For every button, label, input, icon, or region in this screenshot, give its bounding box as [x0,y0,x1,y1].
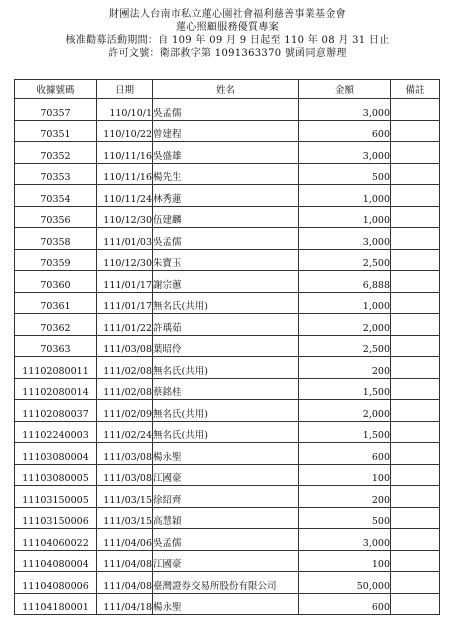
donor-name-cell: 臺灣證券交易所股份有限公司 [153,572,299,594]
table-row [15,249,440,271]
donor-name-cell: 吳孟儒 [153,99,299,121]
permit-number: 許可文號：衛部救字第 1091363370 號函同意辦理 [108,48,347,59]
note-cell [391,271,440,293]
amount-cell: 3,000 [299,228,391,250]
date-cell: 111/04/08 [97,550,153,572]
table-row [15,185,440,207]
donor-name-cell: 徐紹齊 [153,486,299,508]
receipt-cell: 11104080006 [15,572,97,594]
note-cell [391,421,440,443]
column-header-amount: 金額 [299,80,391,99]
note-cell [391,185,440,207]
amount-cell: 1,000 [299,185,391,207]
receipt-cell: 70352 [15,142,97,164]
table-body [15,99,440,615]
donor-name-cell: 無名氏(共用) [153,421,299,443]
date-cell: 111/04/06 [97,529,153,551]
note-cell [391,529,440,551]
table-row [15,378,440,400]
receipt-cell: 11103080004 [15,443,97,465]
note-cell [391,99,440,121]
note-cell [391,335,440,357]
donor-name-cell: 無名氏(共用) [153,400,299,422]
document-header [0,8,455,60]
table-row [15,572,440,594]
note-cell [391,292,440,314]
note-cell [391,400,440,422]
date-cell: 111/03/15 [97,507,153,529]
donor-name-cell: 林秀蓮 [153,185,299,207]
donor-name-cell: 謝宗蕙 [153,271,299,293]
project-name: 蓮心照顧服務優質專案 [176,22,279,33]
table-row [15,142,440,164]
amount-cell: 2,000 [299,314,391,336]
table-row [15,443,440,465]
amount-cell: 3,000 [299,99,391,121]
amount-cell: 50,000 [299,572,391,594]
date-cell: 111/01/17 [97,292,153,314]
amount-cell: 100 [299,464,391,486]
note-cell [391,142,440,164]
date-cell: 111/02/09 [97,400,153,422]
note-cell [391,249,440,271]
receipt-cell: 70358 [15,228,97,250]
receipt-cell: 70361 [15,292,97,314]
date-cell: 110/11/24 [97,185,153,207]
amount-cell: 3,000 [299,529,391,551]
amount-cell: 2,500 [299,335,391,357]
amount-cell: 500 [299,163,391,185]
receipt-cell: 70363 [15,335,97,357]
donor-name-cell: 曾建程 [153,120,299,142]
receipt-cell: 70357 [15,99,97,121]
receipt-cell: 11102080014 [15,378,97,400]
table-row [15,163,440,185]
note-cell [391,464,440,486]
note-cell [391,314,440,336]
table-row [15,421,440,443]
date-cell: 111/01/03 [97,228,153,250]
receipt-cell: 11104180001 [15,593,97,615]
amount-cell: 200 [299,486,391,508]
receipt-cell: 11102240003 [15,421,97,443]
donor-name-cell: 吳盛雄 [153,142,299,164]
receipt-cell: 70356 [15,206,97,228]
date-cell: 110/10/22 [97,120,153,142]
table-row [15,206,440,228]
note-cell [391,228,440,250]
receipt-cell: 70360 [15,271,97,293]
donor-name-cell: 蔡銘桂 [153,378,299,400]
amount-cell: 1,500 [299,421,391,443]
donor-name-cell: 楊先生 [153,163,299,185]
date-cell: 110/12/30 [97,206,153,228]
table-row [15,593,440,615]
foundation-name: 財團法人台南市私立蓮心園社會福利慈善事業基金會 [109,9,346,20]
receipt-cell: 11103150005 [15,486,97,508]
note-cell [391,443,440,465]
donor-name-cell: 江國豪 [153,550,299,572]
date-cell: 110/11/16 [97,163,153,185]
donor-name-cell: 楊永聖 [153,593,299,615]
donor-name-cell: 無名氏(共用) [153,357,299,379]
donor-name-cell: 葉昭伶 [153,335,299,357]
receipt-cell: 11103080005 [15,464,97,486]
receipt-cell: 11103150006 [15,507,97,529]
table-row [15,120,440,142]
amount-cell: 2,000 [299,400,391,422]
column-header-note: 備註 [391,80,440,99]
table-row [15,550,440,572]
date-cell: 111/03/08 [97,443,153,465]
receipt-cell: 11102080037 [15,400,97,422]
note-cell [391,507,440,529]
table-row [15,335,440,357]
receipt-cell: 70353 [15,163,97,185]
table-row [15,464,440,486]
date-cell: 111/02/08 [97,378,153,400]
note-cell [391,378,440,400]
amount-cell: 1,000 [299,292,391,314]
column-header-receipt: 收據號碼 [15,80,97,99]
receipt-cell: 70362 [15,314,97,336]
date-cell: 111/01/22 [97,314,153,336]
donor-name-cell: 楊永聖 [153,443,299,465]
amount-cell: 2,500 [299,249,391,271]
amount-cell: 1,000 [299,206,391,228]
date-cell: 111/01/17 [97,271,153,293]
table-row [15,292,440,314]
table-row [15,99,440,121]
donor-name-cell: 無名氏(共用) [153,292,299,314]
date-cell: 110/10/1 [97,99,153,121]
amount-cell: 100 [299,550,391,572]
donor-name-cell: 高慧穎 [153,507,299,529]
receipt-cell: 11102080011 [15,357,97,379]
note-cell [391,572,440,594]
table-row [15,529,440,551]
column-header-name: 姓名 [153,80,299,99]
table-row [15,400,440,422]
receipt-cell: 11104080004 [15,550,97,572]
receipt-cell: 70359 [15,249,97,271]
donor-name-cell: 朱寶玉 [153,249,299,271]
table-row [15,486,440,508]
receipt-cell: 70354 [15,185,97,207]
donor-name-cell: 許瑀茹 [153,314,299,336]
amount-cell: 600 [299,593,391,615]
amount-cell: 3,000 [299,142,391,164]
donor-name-cell: 江國豪 [153,464,299,486]
date-cell: 111/02/08 [97,357,153,379]
table-row [15,507,440,529]
donor-name-cell: 伍建麟 [153,206,299,228]
note-cell [391,550,440,572]
note-cell [391,357,440,379]
donation-table [14,79,440,615]
date-cell: 111/03/08 [97,464,153,486]
donor-name-cell: 吳孟儒 [153,529,299,551]
amount-cell: 600 [299,443,391,465]
amount-cell: 600 [299,120,391,142]
table-row [15,314,440,336]
amount-cell: 200 [299,357,391,379]
date-cell: 110/12/30 [97,249,153,271]
note-cell [391,486,440,508]
table-row [15,228,440,250]
column-header-date: 日期 [97,80,153,99]
table-header-row [15,80,440,99]
note-cell [391,120,440,142]
note-cell [391,163,440,185]
amount-cell: 1,500 [299,378,391,400]
date-cell: 110/11/16 [97,142,153,164]
amount-cell: 6,888 [299,271,391,293]
note-cell [391,593,440,615]
date-cell: 111/03/08 [97,335,153,357]
amount-cell: 500 [299,507,391,529]
table-row [15,357,440,379]
receipt-cell: 11104060022 [15,529,97,551]
date-cell: 111/02/24 [97,421,153,443]
receipt-cell: 70351 [15,120,97,142]
campaign-period: 核准勸募活動期間：自 109 年 09 月 9 日起至 110 年 08 月 31 日止 [65,35,390,46]
note-cell [391,206,440,228]
donor-name-cell: 吳孟儒 [153,228,299,250]
date-cell: 111/04/18 [97,593,153,615]
table-row [15,271,440,293]
date-cell: 111/03/15 [97,486,153,508]
date-cell: 111/04/08 [97,572,153,594]
